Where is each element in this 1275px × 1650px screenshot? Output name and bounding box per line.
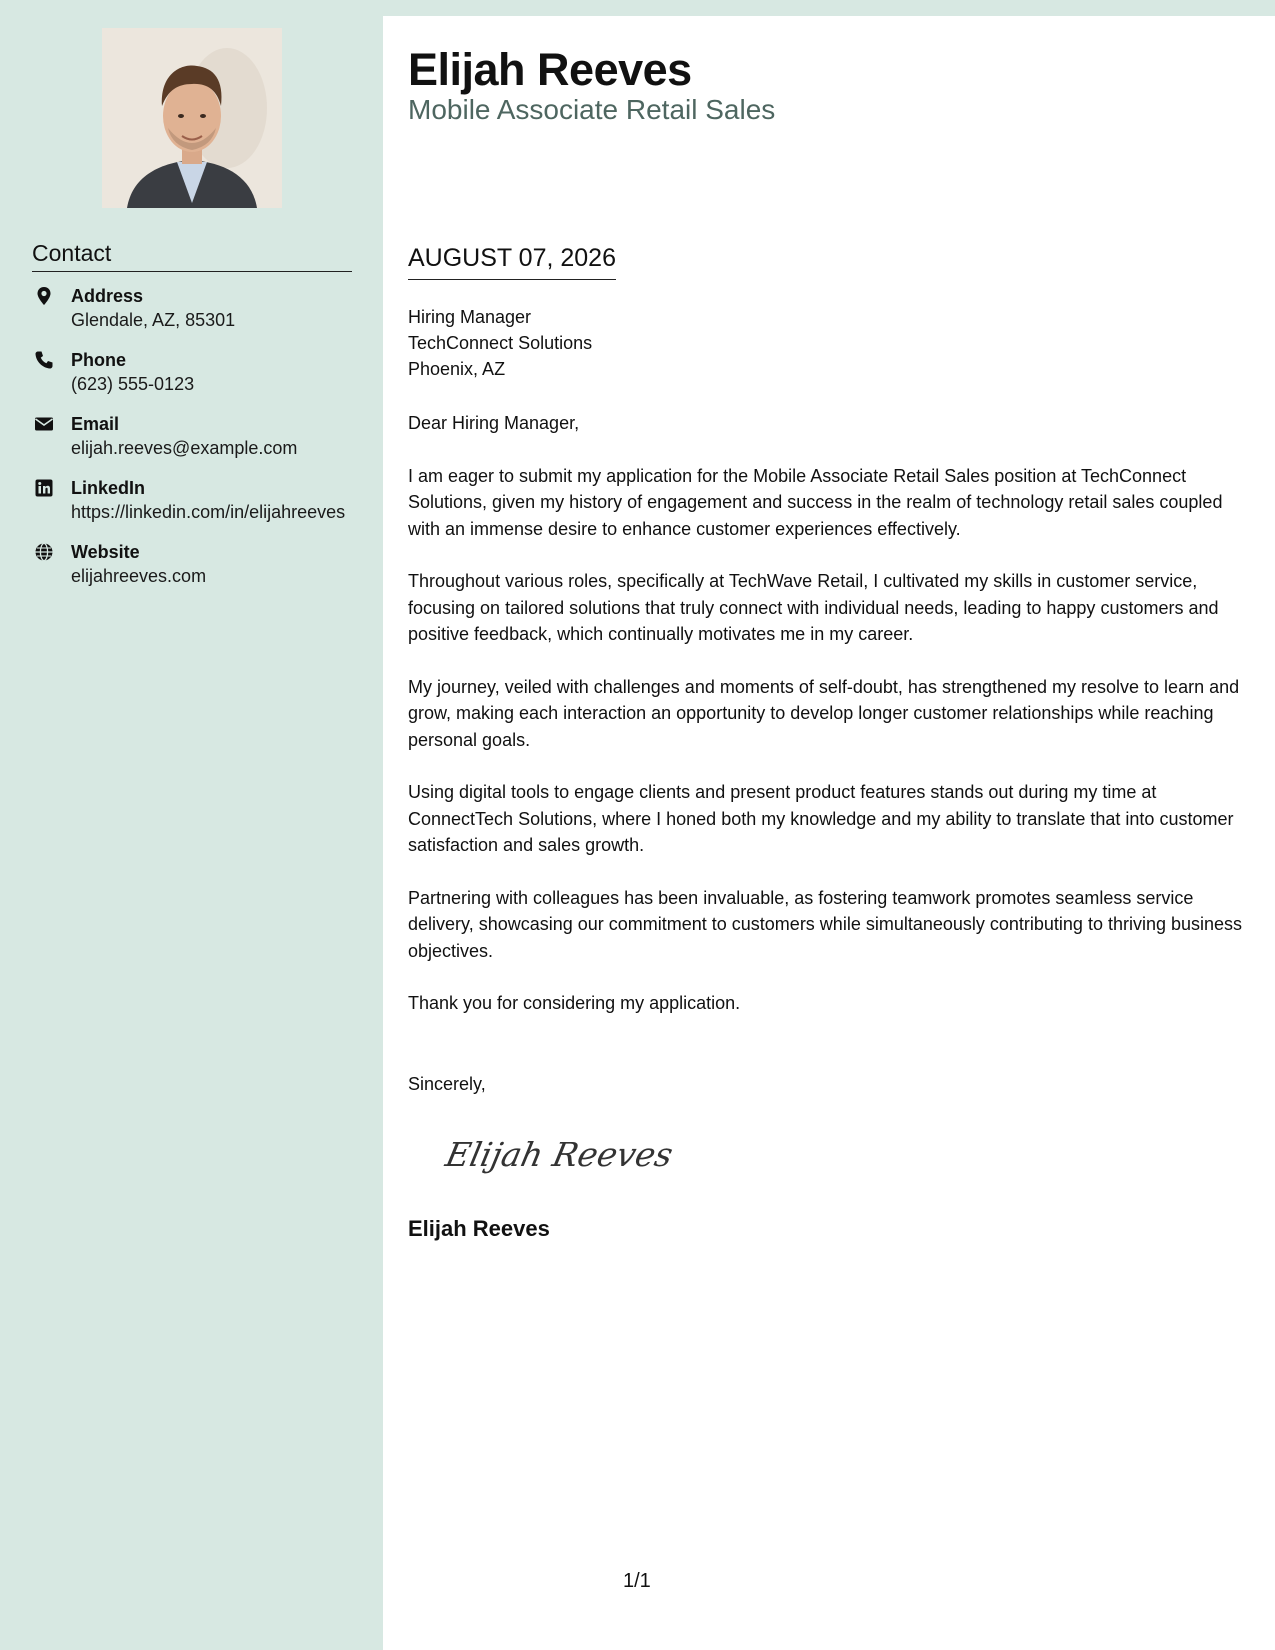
recipient-line: Phoenix, AZ	[408, 359, 506, 379]
address-value: Glendale, AZ, 85301	[71, 310, 236, 330]
linkedin-value[interactable]: https://linkedin.com/in/elijahreeves	[71, 502, 346, 522]
contact-list	[32, 284, 352, 604]
letter-date: AUGUST 07, 2026	[408, 244, 616, 280]
paragraph: Using digital tools to engage clients and present product features stands out during my time at ConnectTech Solutions, where I honed both my knowledge and my ability to translate that into customer satisfaction and sales growth.	[408, 782, 1234, 855]
recipient-line: TechConnect Solutions	[408, 333, 593, 353]
contact-label: Website	[71, 542, 140, 562]
phone-value: (623) 555-0123	[71, 374, 195, 394]
signer-name: Elijah Reeves	[408, 1216, 550, 1241]
contact-item-website	[32, 540, 352, 589]
contact-label: LinkedIn	[71, 478, 146, 498]
linkedin-icon	[34, 478, 54, 498]
contact-label: Email	[71, 414, 120, 434]
contact-item-address	[32, 284, 352, 333]
applicant-name: Elijah Reeves	[408, 44, 692, 95]
globe-icon	[34, 542, 54, 562]
email-value[interactable]: elijah.reeves@example.com	[71, 438, 298, 458]
contact-label: Address	[71, 286, 144, 306]
letter-content	[408, 410, 1253, 1043]
signature-text: Elijah Reeves	[442, 1135, 677, 1174]
contact-label: Phone	[71, 350, 127, 370]
contact-item-linkedin	[32, 476, 352, 525]
contact-heading: Contact	[32, 240, 352, 272]
paragraph: My journey, veiled with challenges and moments of self-doubt, has strengthened my resolve to learn and grow, making each interaction an opportunity to develop longer customer relationships while reaching personal goals.	[408, 676, 1240, 750]
avatar	[102, 28, 282, 208]
contact-item-email	[32, 412, 352, 461]
letter-body	[383, 16, 1275, 1650]
paragraph: Thank you for considering my application.	[408, 993, 741, 1013]
page-number: 1/1	[623, 1570, 651, 1592]
sidebar	[0, 0, 383, 1650]
contact-item-phone	[32, 348, 352, 397]
paragraph: I am eager to submit my application for the Mobile Associate Retail Sales position at TechConnect Solutions, given my history of engagement and success in the realm of technology retail sales coupled with an immense desire to enhance customer experiences effectively.	[408, 465, 1223, 539]
phone-icon	[34, 350, 54, 370]
profile-photo	[102, 28, 282, 208]
recipient-line: Hiring Manager	[408, 307, 532, 327]
closing: Sincerely,	[408, 1074, 486, 1094]
recipient-block	[408, 304, 592, 382]
signature-image	[441, 1124, 677, 1184]
envelope-icon	[34, 414, 54, 434]
website-value[interactable]: elijahreeves.com	[71, 566, 207, 586]
job-title: Mobile Associate Retail Sales	[408, 94, 776, 125]
map-pin-icon	[34, 286, 54, 306]
salutation: Dear Hiring Manager,	[408, 413, 580, 433]
paragraph: Partnering with colleagues has been invaluable, as fostering teamwork promotes seamless service delivery, showcasing our commitment to customers while simultaneously contributing to thriving business objectives.	[408, 887, 1243, 961]
paragraph: Throughout various roles, specifically at TechWave Retail, I cultivated my skills in customer service, focusing on tailored solutions that truly connect with individual needs, leading to happy customers and positive feedback, which continually motivates me in my career.	[408, 571, 1219, 644]
